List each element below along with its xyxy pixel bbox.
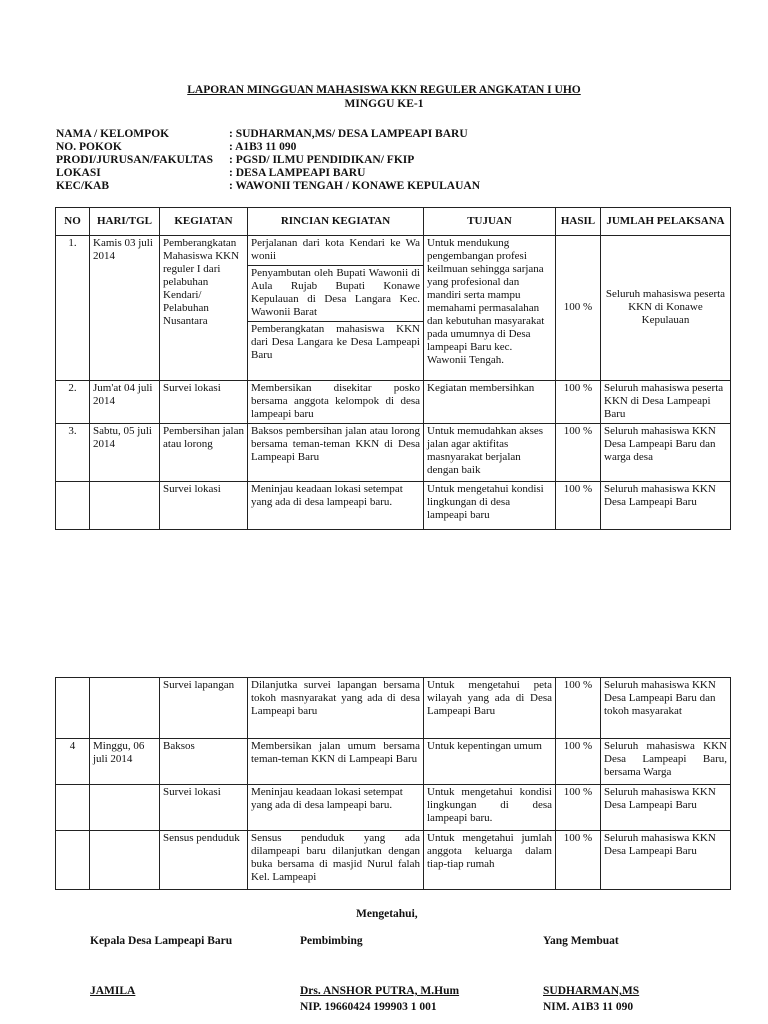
cell-kegiatan: Baksos <box>160 739 248 785</box>
pembimbing-title: Pembimbing <box>300 935 363 947</box>
cell-rincian: Meninjau keadaan lokasi setempat yang ada di desa lampeapi baru. <box>248 785 424 831</box>
activity-table-page1 <box>55 207 731 530</box>
cell-hasil: 100 % <box>556 831 601 890</box>
cell-hari <box>90 831 160 890</box>
rincian-item: Penyambutan oleh Bupati Wawonii di Aula Rujab Bupati Konawe Kepulauan di Desa Langara Kec. Wawonii Barat <box>248 266 423 322</box>
table-row <box>56 381 731 424</box>
identity-block <box>56 128 480 193</box>
cell-hari: Kamis 03 juli 2014 <box>90 236 160 381</box>
pembuat-title: Yang Membuat <box>543 935 619 947</box>
cell-kegiatan: Survei lokasi <box>160 785 248 831</box>
cell-hari: Sabtu, 05 juli 2014 <box>90 424 160 482</box>
cell-tujuan: Untuk mengetahui kondisi lingkungan di desa lampeapi baru. <box>424 785 556 831</box>
cell-no: 2. <box>56 381 90 424</box>
table-row <box>56 678 731 739</box>
cell-jumlah: Seluruh mahasiswa peserta KKN di Konawe Kepulauan <box>601 236 731 381</box>
cell-no: 3. <box>56 424 90 482</box>
identity-row <box>56 141 480 154</box>
cell-no: 4 <box>56 739 90 785</box>
col-header-rincian: RINCIAN KEGIATAN <box>248 208 424 236</box>
identity-label: KEC/KAB <box>56 180 110 192</box>
identity-value: : DESA LAMPEAPI BARU <box>229 167 366 179</box>
cell-hari <box>90 785 160 831</box>
report-title: LAPORAN MINGGUAN MAHASISWA KKN REGULER ANGKATAN I UHO <box>187 84 581 96</box>
cell-jumlah: Seluruh mahasiswa peserta KKN di Desa Lampeapi Baru <box>601 381 731 424</box>
pembimbing-nip: NIP. 19660424 199903 1 001 <box>300 1001 437 1013</box>
cell-jumlah: Seluruh mahasiswa KKN Desa Lampeapi Baru dan warga desa <box>601 424 731 482</box>
identity-value: : SUDHARMAN,MS/ DESA LAMPEAPI BARU <box>229 128 468 140</box>
cell-rincian: Sensus penduduk yang ada dilampeapi baru dilanjutkan dengan buka bersama di masjid Nurul falah Kel. Lampeapi <box>248 831 424 890</box>
cell-kegiatan: Pemberangkatan Mahasiswa KKN reguler I dari pelabuhan Kendari/ Pelabuhan Nusantara <box>160 236 248 381</box>
col-header-hasil: HASIL <box>556 208 601 236</box>
pembimbing-name: Drs. ANSHOR PUTRA, M.Hum <box>300 985 460 997</box>
cell-hasil: 100 % <box>556 482 601 530</box>
identity-row <box>56 128 480 141</box>
identity-row <box>56 154 480 167</box>
identity-value: : PGSD/ ILMU PENDIDIKAN/ FKIP <box>229 154 415 166</box>
col-header-no: NO <box>56 208 90 236</box>
cell-hari <box>90 678 160 739</box>
pembuat-nim: NIM. A1B3 11 090 <box>543 1001 634 1013</box>
cell-hasil: 100 % <box>556 785 601 831</box>
identity-label: PRODI/JURUSAN/FAKULTAS <box>56 154 213 166</box>
cell-tujuan: Kegiatan membersihkan <box>424 381 556 424</box>
cell-hasil: 100 % <box>556 739 601 785</box>
cell-hari <box>90 482 160 530</box>
col-header-kegiatan: KEGIATAN <box>160 208 248 236</box>
cell-jumlah: Seluruh mahasiswa KKN Desa Lampeapi Baru <box>601 482 731 530</box>
col-header-tujuan: TUJUAN <box>424 208 556 236</box>
table-header-row <box>56 208 731 236</box>
identity-label: NO. POKOK <box>56 141 122 153</box>
cell-kegiatan: Pembersihan jalan atau lorong <box>160 424 248 482</box>
cell-jumlah: Seluruh mahasiswa KKN Desa Lampeapi Baru dan tokoh masyarakat <box>601 678 731 739</box>
cell-tujuan: Untuk memudahkan akses jalan agar aktifitas masnyarakat berjalan dengan baik <box>424 424 556 482</box>
rincian-item: Perjalanan dari kota Kendari ke Wa wonii <box>248 236 423 266</box>
table-row <box>56 785 731 831</box>
cell-kegiatan: Survei lokasi <box>160 482 248 530</box>
identity-value: : WAWONII TENGAH / KONAWE KEPULAUAN <box>229 180 481 192</box>
cell-jumlah: Seluruh mahasiswa KKN Desa Lampeapi Baru <box>601 785 731 831</box>
cell-jumlah: Seluruh mahasiswa KKN Desa Lampeapi Baru <box>601 831 731 890</box>
rincian-item: Pemberangkatan mahasiswa KKN dari Desa Langara ke Desa Lampeapi Baru <box>251 323 420 361</box>
cell-tujuan: Untuk kepentingan umum <box>424 739 556 785</box>
cell-no <box>56 482 90 530</box>
cell-tujuan: Untuk mengetahui jumlah anggota keluarga dalam tiap-tiap rumah <box>424 831 556 890</box>
identity-row <box>56 180 480 193</box>
cell-kegiatan: Survei lapangan <box>160 678 248 739</box>
cell-hasil: 100 % <box>556 678 601 739</box>
cell-no <box>56 831 90 890</box>
cell-hari: Minggu, 06 juli 2014 <box>90 739 160 785</box>
kepala-desa-name: JAMILA <box>90 985 136 997</box>
identity-row <box>56 167 480 180</box>
kepala-desa-title: Kepala Desa Lampeapi Baru <box>90 935 233 947</box>
cell-jumlah: Seluruh mahasiswa KKN Desa Lampeapi Baru, bersama Warga <box>601 739 731 785</box>
pembuat-name: SUDHARMAN,MS <box>543 985 640 997</box>
table-row <box>56 424 731 482</box>
cell-rincian: Baksos pembersihan jalan atau lorong bersama teman-teman KKN di Desa Lampeapi Baru <box>248 424 424 482</box>
cell-kegiatan: Survei lokasi <box>160 381 248 424</box>
col-header-jumlah: JUMLAH PELAKSANA <box>601 208 731 236</box>
cell-rincian: Dilanjutka survei lapangan bersama tokoh masnyarakat yang ada di desa Lampeapi baru <box>248 678 424 739</box>
activity-table-page2 <box>55 677 731 890</box>
cell-tujuan: Untuk mendukung pengembangan profesi keilmuan sehingga sarjana yang profesional dan mandiri serta mampu memahami permasalahan dan kebutuhan masyarakat pada umumnya di Desa lampeapi Baru kec. Wawonii Tengah. <box>424 236 556 381</box>
table-row <box>56 482 731 530</box>
table-row <box>56 739 731 785</box>
cell-rincian: Membersikan disekitar posko bersama anggota kelompok di desa lampeapi baru <box>248 381 424 424</box>
cell-hasil: 100 % <box>556 381 601 424</box>
cell-hari: Jum'at 04 juli 2014 <box>90 381 160 424</box>
cell-kegiatan: Sensus penduduk <box>160 831 248 890</box>
identity-label: NAMA / KELOMPOK <box>56 128 170 140</box>
cell-hasil: 100 % <box>556 236 601 381</box>
col-header-hari: HARI/TGL <box>90 208 160 236</box>
cell-tujuan: Untuk mengetahui kondisi lingkungan di desa lampeapi baru <box>424 482 556 530</box>
cell-rincian <box>248 236 424 381</box>
report-subtitle: MINGGU KE-1 <box>344 98 424 110</box>
mengetahui-label: Mengetahui, <box>356 908 418 920</box>
cell-tujuan: Untuk mengetahui peta wilayah yang ada di Desa Lampeapi Baru <box>424 678 556 739</box>
table-row <box>56 831 731 890</box>
cell-no <box>56 785 90 831</box>
cell-no: 1. <box>56 236 90 381</box>
identity-label: LOKASI <box>56 167 101 179</box>
cell-hasil: 100 % <box>556 424 601 482</box>
cell-no <box>56 678 90 739</box>
cell-rincian: Membersikan jalan umum bersama teman-teman KKN di Lampeapi Baru <box>248 739 424 785</box>
table-row <box>56 236 731 381</box>
identity-value: : A1B3 11 090 <box>229 141 297 153</box>
cell-rincian: Meninjau keadaan lokasi setempat yang ada di desa lampeapi baru. <box>248 482 424 530</box>
